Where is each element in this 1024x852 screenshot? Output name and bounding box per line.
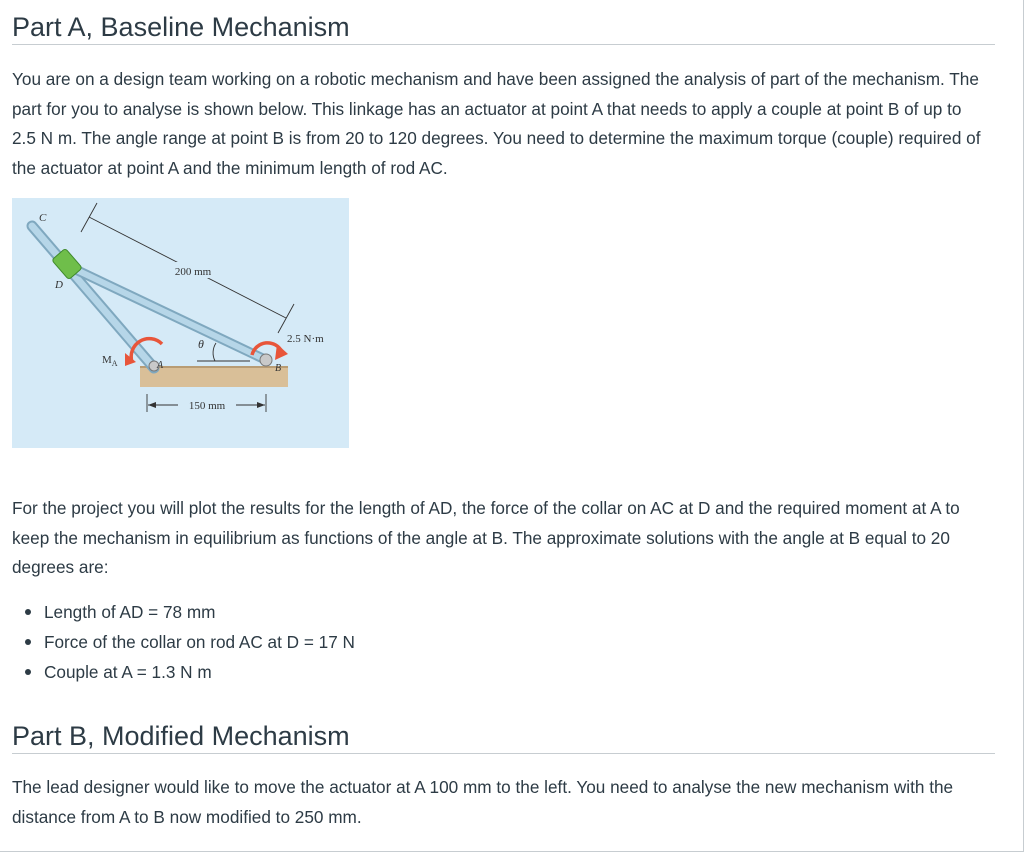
dim-200-label: 200 mm [174, 266, 212, 278]
pin-b [260, 354, 272, 366]
bullet-icon [25, 669, 31, 675]
part-b-text: The lead designer would like to move the actuator at A 100 mm to the left. You need to analyse the new mechanism with the distance from A to B now modified to 250 mm. [12, 777, 954, 827]
label-d: D [55, 279, 63, 291]
part-b-heading: Part B, Modified Mechanism [12, 721, 350, 751]
result-item: Length of AD = 78 mm [12, 597, 912, 627]
label-a: A [157, 360, 164, 371]
bullet-icon [25, 609, 31, 615]
label-ma: M [102, 354, 112, 366]
label-ma-sub: A [111, 359, 118, 368]
results-list [12, 597, 912, 687]
project-text: For the project you will plot the results for the length of AD, the force of the collar on AC at D and the required moment at A to keep the mechanism in equilibrium as functions of the angle at B. The approximate solutions with the angle at B equal to 20 degrees are: [12, 498, 960, 578]
result-item: Couple at A = 1.3 N m [12, 657, 912, 687]
bullet-icon [25, 639, 31, 645]
part-b-divider [12, 753, 995, 754]
part-a-intro: You are on a design team working on a robotic mechanism and have been assigned the analysis of part of the mechanism. The part for you to analyse is shown below. This linkage has an actuator at point A that needs to apply a couple at point B of up to 2.5 N m. The angle range at point B is from 20 to 120 degrees. You need to determine the maximum torque (couple) required of the actuator at point A and the minimum length of rod AC. [12, 69, 981, 179]
label-c: C [39, 212, 47, 224]
dim-150-label: 150 mm [188, 400, 226, 412]
result-item: Force of the collar on rod AC at D = 17 N [12, 627, 912, 657]
mechanism-figure [12, 198, 349, 448]
couple-label: 2.5 N·m [287, 333, 324, 345]
part-a-divider [12, 44, 995, 45]
label-b: B [275, 363, 282, 374]
theta-label: θ [198, 337, 204, 351]
part-a-heading: Part A, Baseline Mechanism [12, 12, 350, 42]
